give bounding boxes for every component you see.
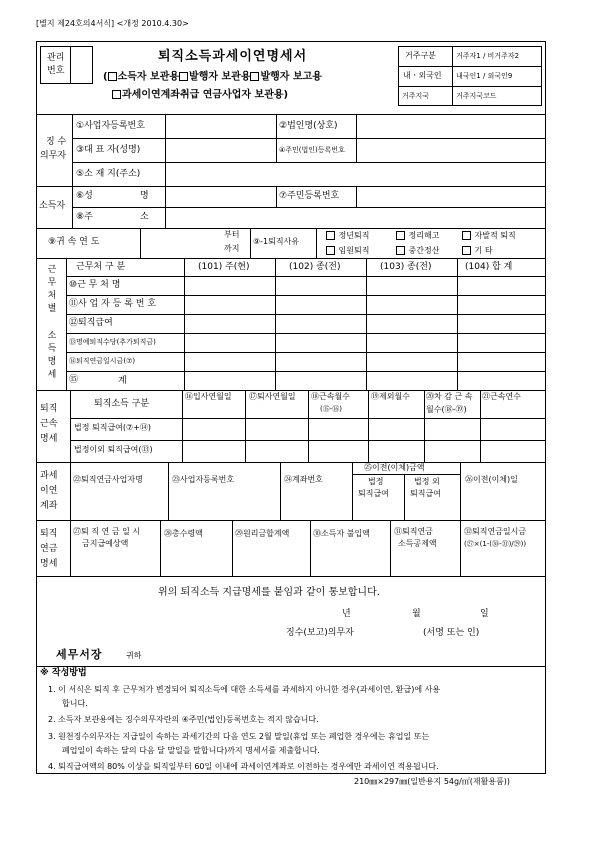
pension-col-expected-2: 금지급예상액	[82, 539, 129, 548]
pension-col-principal-interest: ㉙원리금합계액	[235, 529, 290, 538]
instruction-2: 2. 소득자 보관용에는 징수의무자란의 ④주민(법인)등록번호는 적지 않습니다.	[48, 715, 319, 724]
deferral-col-nonstatutory-1: 법정 외	[414, 477, 440, 486]
representative-label: ③대 표 자(성명)	[76, 145, 141, 155]
nationality-value[interactable]: 내국인1 / 외국인9	[456, 72, 513, 80]
service-row-statutory: 법정 퇴직급여(⑦+⑭)	[74, 423, 152, 432]
retirement-reason-label: ⑨-1퇴직사유	[253, 237, 300, 246]
pension-col-lump-sum-2: (㉗×(1-(㉚-㉛)/㉙))	[464, 540, 527, 548]
nationality-label: 내ㆍ외국인	[403, 71, 442, 80]
earner-name-label-text: 명	[140, 191, 149, 201]
deferral-col-statutory-2: 퇴직급여	[358, 489, 389, 498]
deferral-side-label-1: 과세	[40, 471, 58, 481]
admin-number-label-1: 관리	[47, 53, 65, 63]
earner-address-label-text: 소	[140, 212, 149, 222]
pension-col-deduction-2: 소득공제액	[398, 539, 437, 548]
row-pension-lump-sum: ⑭퇴직연금일시금(⑦)	[69, 357, 136, 365]
signature-label: (서명 또는 인)	[423, 628, 480, 638]
corp-reg-no-label: ④주민(법인)등록번호	[279, 146, 345, 154]
pension-side-label-1: 퇴직	[40, 529, 58, 539]
row-retirement-pay: ⑫퇴직급여	[69, 318, 113, 328]
country-label: 거주지국	[402, 92, 430, 100]
instructions-title: ※ 작성방법	[40, 668, 87, 678]
checkbox[interactable]	[108, 72, 117, 81]
reason-option[interactable]: 기 타	[462, 246, 493, 255]
pension-col-total-received: ㉘총수령액	[164, 529, 203, 538]
pension-col-deduction-1: ㉛퇴직연금	[394, 527, 433, 536]
row-total-num: ⑮	[69, 375, 79, 385]
deferral-col-statutory-1: 법정	[368, 477, 384, 486]
form-title: 퇴직소득과세이연명세서	[158, 49, 308, 64]
deferral-side-label-3: 계좌	[40, 501, 58, 511]
col-total: (104) 합 계	[465, 262, 513, 272]
instruction-3a: 3. 원천징수의무자는 지급일이 속하는 과세기간의 다음 연도 2월 말일(휴업 또는 폐업한 경우에는 휴업일 또는	[48, 732, 430, 741]
checkbox[interactable]	[396, 246, 405, 255]
notice-month: 월	[412, 609, 421, 619]
col-current: (101) 주(현)	[198, 262, 250, 272]
col-previous-2: (103) 종(전)	[380, 262, 432, 272]
pension-side-label-2: 연금	[40, 544, 58, 554]
residence-label: 거주구분	[405, 51, 436, 60]
deferral-col-reg-no: ㉓사업자등록번호	[172, 475, 235, 484]
country-code-label: 거주지국코드	[456, 92, 497, 100]
service-col-months-1: ⑱근속월수	[311, 392, 350, 401]
workplace-side-label-1: 근무처별	[47, 265, 57, 314]
service-col-category: 퇴직소득 구분	[94, 399, 150, 409]
pension-side-label-3: 명세	[40, 559, 58, 569]
checkbox[interactable]	[326, 231, 335, 240]
period-to: 까지	[224, 244, 240, 253]
service-col-months-2: (⑮-⑯)	[320, 405, 342, 413]
earner-section-label: 소득자	[39, 201, 66, 211]
reason-option[interactable]: 중간정산	[396, 246, 439, 255]
checkbox[interactable]	[179, 72, 188, 81]
pension-col-contribution: ㉚소득자 불입액	[313, 529, 370, 538]
checkbox[interactable]	[112, 90, 121, 99]
pension-col-lump-sum-1: ㉜퇴직연금일시금	[464, 527, 527, 536]
service-side-label-1: 퇴직	[40, 404, 58, 414]
corp-name-label: ②법인명(상호)	[279, 121, 338, 131]
business-reg-no-label: ①사업자등록번호	[76, 121, 145, 131]
deferral-col-account: ㉔계좌번호	[284, 475, 323, 484]
pension-col-expected-1: ㉗퇴 직 연 금 일 시	[73, 527, 141, 536]
service-col-net-2: 월수(⑱-⑲)	[426, 405, 467, 414]
earner-id-label: ⑦주민등록번호	[279, 191, 340, 201]
instruction-1b: 합니다.	[62, 699, 88, 708]
service-side-label-2: 근속	[40, 419, 58, 429]
checkbox[interactable]	[250, 72, 259, 81]
period-from: 부터	[224, 230, 240, 239]
form-number: [별지 제24호의4서식] <개정 2010.4.30>	[36, 19, 189, 28]
copy-type-line1: ( 소득자 보관용 발행자 보관용 발행자 보고용	[103, 71, 322, 83]
deferral-col-provider: ㉒퇴직연금사업자명	[73, 475, 143, 484]
service-col-exit-date: ⑰퇴사연월일	[249, 392, 296, 401]
deferral-col-transfer-date: ㉖이전(이체)일	[465, 475, 518, 484]
notice-text: 위의 퇴직소득 지급명세를 붙임과 같이 통보합니다.	[158, 587, 380, 598]
earner-name-label-num: ⑥성	[76, 191, 93, 201]
checkbox[interactable]	[326, 246, 335, 255]
workplace-side-label-2: 소득명세	[47, 331, 57, 380]
service-side-label-3: 명세	[40, 434, 58, 444]
instruction-4: 4. 퇴직급여액의 80% 이상을 퇴직일부터 60일 이내에 과세이연계좌로 이전하는 경우에만 과세이연 적용됩니다.	[48, 762, 439, 771]
tax-office-head: 세무서장	[56, 648, 103, 661]
col-previous-1: (102) 종(전)	[289, 262, 341, 272]
service-col-entry-date: ⑯입사연월일	[185, 392, 232, 401]
payer-section-label-1: 징 수	[46, 137, 67, 147]
attribution-year-label: ⑨귀 속 연 도	[48, 237, 100, 247]
service-col-net-1: ⑳차 감 근 속	[426, 392, 473, 401]
address-label: ⑤소 재 지(주소)	[76, 169, 141, 179]
reason-option[interactable]: 자발적 퇴직	[462, 231, 516, 240]
instruction-3b: 폐업일이 속하는 달의 다음 달 말일을 말합니다)까지 명세서를 제출합니다.	[62, 746, 320, 755]
admin-number-box	[40, 46, 93, 84]
payer-section-label-2: 의무자	[40, 151, 67, 161]
residence-value[interactable]: 거주자1 / 비거주자2	[456, 52, 520, 60]
earner-address-label-num: ⑧주	[76, 212, 93, 222]
deferral-side-label-2: 이연	[40, 486, 58, 496]
checkbox[interactable]	[462, 231, 471, 240]
row-business-reg-no: ⑪사 업 자 등 록 번 호	[69, 299, 157, 309]
workplace-col-label: 근무처 구 분	[76, 262, 126, 272]
service-row-nonstatutory: 법정이외 퇴직급여(⑬)	[74, 445, 153, 454]
checkbox[interactable]	[462, 246, 471, 255]
admin-number-label-2: 번호	[47, 66, 65, 76]
paper-spec: 210㎜×297㎜(일반용지 54g/㎡(재활용품))	[354, 777, 511, 786]
checkbox[interactable]	[396, 231, 405, 240]
notice-year: 년	[342, 609, 351, 619]
service-col-excluded: ⑲제외월수	[371, 392, 410, 401]
deferral-col-transfer-amount: ㉕이전(이체)금액	[364, 463, 425, 472]
row-honorary-allowance: ⑬명예퇴직수당(추가퇴직금)	[69, 338, 156, 346]
addressee-suffix: 귀하	[126, 651, 142, 660]
copy-type-line2: 과세이연계좌취급 연금사업자 보관용)	[112, 90, 288, 101]
notice-day: 일	[480, 609, 489, 619]
instruction-1a: 1. 이 서식은 퇴직 후 근무처가 변경되어 퇴직소득에 대한 소득세를 과세하지 아니한 경우(과세이연, 환급)에 사용	[48, 685, 441, 694]
reason-option[interactable]: 정리해고	[396, 231, 439, 240]
row-total-text: 계	[118, 376, 127, 386]
issuer-label: 징수(보고)의무자	[286, 628, 354, 638]
deferral-col-nonstatutory-2: 퇴직급여	[410, 489, 441, 498]
reason-option[interactable]: 정년퇴직	[326, 231, 369, 240]
reason-option[interactable]: 임원퇴직	[326, 246, 369, 255]
service-col-years: ㉑근속연수	[482, 392, 521, 401]
row-workplace-name: ⑩근 무 처 명	[69, 280, 121, 290]
